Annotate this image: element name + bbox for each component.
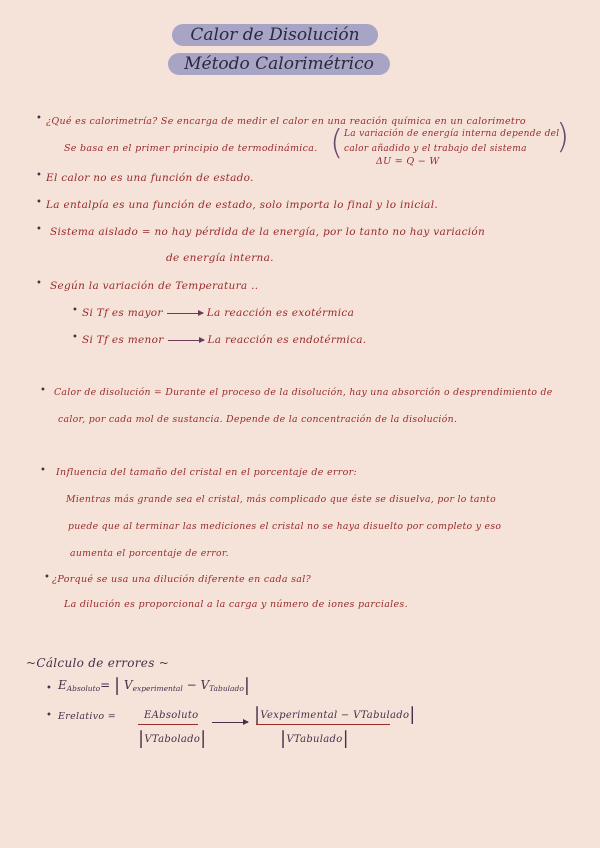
- note-dilucion-respuesta: La dilución es proporcional a la carga y número de iones parciales.: [64, 599, 408, 610]
- note-calor-disolucion-cont: calor, por cada mol de sustancia. Depende de la concentración de la disolución.: [58, 414, 458, 425]
- e-relativo-label: Erelativo =: [58, 711, 117, 722]
- note-tamano-cristal: Influencia del tamaño del cristal en el porcentaje de error:: [56, 467, 357, 478]
- bullet-dot: •: [36, 224, 42, 235]
- bullet-dot: •: [72, 305, 78, 316]
- note-dilucion-pregunta: ¿Porqué se usa una dilución diferente en cada sal?: [52, 574, 311, 585]
- note-tamano-3: aumenta el porcentaje de error.: [70, 548, 229, 559]
- bullet-dot: •: [36, 278, 42, 289]
- fraction-1-denominator: |VTabolado|: [138, 728, 207, 749]
- note-sistema-aislado-cont: de energía interna.: [166, 252, 274, 264]
- arrow-icon: [167, 313, 203, 314]
- fraction-line: [256, 724, 390, 725]
- delta-u-equation: ΔU = Q − W: [376, 156, 440, 167]
- fraction-2-denominator: |VTabulado|: [280, 728, 349, 749]
- arrow-icon: [212, 722, 248, 723]
- brace-line-2: calor añadido y el trabajo del sistema: [344, 144, 527, 154]
- errors-heading: ~Cálculo de errores ~: [26, 656, 170, 670]
- brace-line-1: La variación de energía interna depende del: [344, 129, 560, 139]
- fraction-1-numerator: EAbsoluto: [144, 710, 199, 721]
- note-tamano-1: Mientras más grande sea el cristal, más complicado que éste se disuelva, por lo tanto: [66, 494, 496, 505]
- note-primer-principio: Se basa en el primer principio de termodinámica.: [64, 143, 318, 154]
- bullet-dot: •: [40, 385, 46, 396]
- bullet-dot: •: [40, 465, 46, 476]
- right-brace: ): [556, 117, 570, 157]
- note-sistema-aislado: Sistema aislado = no hay pérdida de la energía, por lo tanto no hay variación: [50, 226, 486, 238]
- fraction-line: [138, 724, 198, 725]
- left-brace: (: [330, 123, 344, 163]
- note-variacion-temp: Según la variación de Temperatura ..: [50, 280, 259, 292]
- note-tamano-2: puede que al terminar las mediciones el cristal no se haya disuelto por completo y eso: [68, 521, 502, 532]
- page-title: Calor de Disolución: [172, 24, 378, 46]
- note-calorimetria: ¿Qué es calorimetría? Se encarga de medir el calor en una reación química en un calorimetro: [46, 116, 526, 127]
- bullet-dot: •: [36, 113, 42, 124]
- fraction-2-numerator: |Vexperimental − VTabulado|: [254, 704, 416, 725]
- bullet-dot: •: [36, 170, 42, 181]
- bullet-dot: •: [46, 683, 52, 694]
- note-calor-no-funcion: El calor no es una función de estado.: [46, 172, 254, 184]
- note-tf-menor: Si Tf es menor La reacción es endotérmica.: [82, 334, 367, 346]
- arrow-icon: [168, 340, 204, 341]
- bullet-dot: •: [36, 197, 42, 208]
- bullet-dot: •: [44, 572, 50, 583]
- note-entalpia: La entalpía es una función de estado, solo importa lo final y lo inicial.: [46, 199, 439, 211]
- note-tf-mayor: Si Tf es mayor La reacción es exotérmica: [82, 307, 355, 319]
- bullet-dot: •: [72, 332, 78, 343]
- note-calor-disolucion: Calor de disolución = Durante el proceso de la disolución, hay una absorción o desprendimiento de: [54, 387, 553, 398]
- formula-e-absoluto: $E_{Absoluto}=$ | $V_{experimental} - V_{Tabulado}|$: [58, 675, 250, 696]
- bullet-dot: •: [46, 710, 52, 721]
- page-subtitle: Método Calorimétrico: [168, 53, 390, 75]
